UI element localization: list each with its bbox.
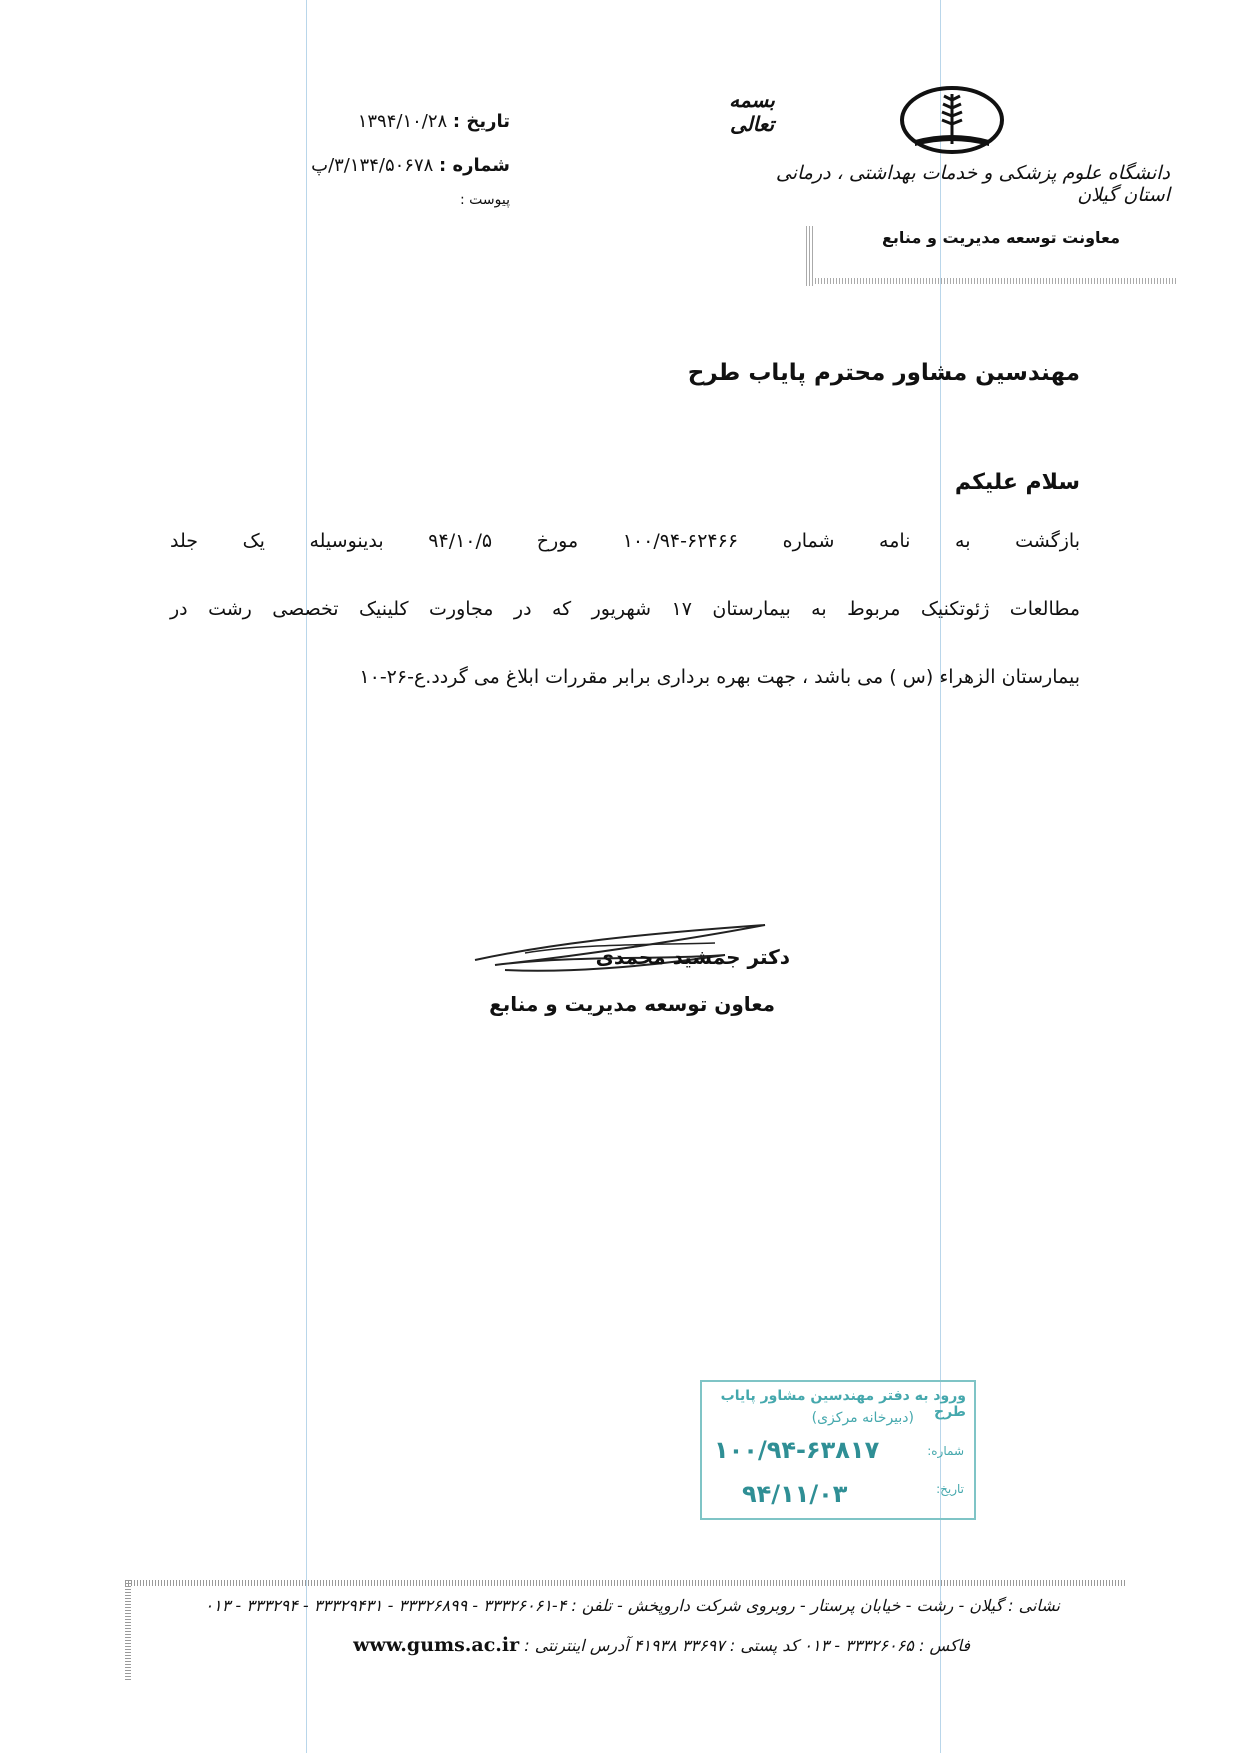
- stamp-date-value: ۹۴/۱۱/۰۳: [742, 1480, 848, 1508]
- body-line-3: بیمارستان الزهراء (س ) می باشد ، جهت بهره برداری برابر مقررات ابلاغ می گردد.ع-۲۶-۱۰: [359, 666, 1080, 688]
- signatory-title: معاون توسعه مدیریت و منابع: [489, 992, 775, 1016]
- greeting: سلام علیکم: [954, 470, 1080, 495]
- footer-fax: فاکس : ۳۳۳۲۶۰۶۵ - ۰۱۳ کد پستی : ۳۳۶۹۷ ۴۱۹۳۸ آدرس اینترنتی :: [524, 1636, 970, 1655]
- university-logo-icon: [895, 82, 1010, 162]
- body-line-2: مطالعات ژئوتکنیک مربوط به بیمارستان ۱۷ شهریور که در مجاورت کلینیک تخصصی رشت در: [170, 598, 1080, 620]
- stamp-number-label: شماره:: [927, 1444, 964, 1458]
- footer-contact: [290, 1634, 970, 1656]
- body-line-1: بازگشت به نامه شماره ۶۲۴۶۶-۱۰۰/۹۴ مورخ ۹۴/۱۰/۵ بدینوسیله یک جلد: [170, 530, 1080, 552]
- number-row: [270, 144, 510, 188]
- stamp-number-value: ۱۰۰/۹۴-۶۳۸۱۷: [714, 1436, 880, 1464]
- date-label: تاریخ :: [452, 111, 510, 132]
- reference-block: [270, 100, 510, 212]
- number-value: ۳/۱۳۴/۵۰۶۷۸/پ: [311, 155, 434, 176]
- footer-address: نشانی : گیلان - رشت - خیابان پرستار - روبروی شرکت داروپخش - تلفن : ۴-۳۳۳۲۶۰۶۱ - ۳۳۳۲۶۸۹۹ - ۳۳۳۲۹۴۳۱ - ۳۳۳۲۹۴ - ۰۱۳: [204, 1596, 1060, 1615]
- university-name: دانشگاه علوم پزشکی و خدمات بهداشتی ، درمانی استان گیلان: [775, 162, 1170, 206]
- stamp-line-2: (دبیرخانه مرکزی): [811, 1410, 914, 1426]
- number-label: شماره :: [439, 155, 510, 176]
- header-frame-vertical: [806, 226, 814, 286]
- scan-line-left: [306, 0, 307, 1753]
- addressee: مهندسین مشاور محترم پایاب طرح: [687, 360, 1080, 386]
- stamp-line-1: ورود به دفتر مهندسین مشاور پایاب طرح: [720, 1388, 966, 1420]
- header-frame-horizontal: [806, 278, 1178, 284]
- footer-frame-top: [125, 1580, 1125, 1586]
- bismillah: بسمه تعالی: [729, 88, 775, 136]
- attachment-label: پیوست :: [460, 192, 510, 208]
- receipt-stamp: [700, 1380, 976, 1520]
- footer-frame-left: [125, 1580, 131, 1680]
- date-value: ۱۳۹۴/۱۰/۲۸: [357, 111, 448, 132]
- footer-website-link[interactable]: www.gums.ac.ir: [353, 1634, 520, 1656]
- department-name: معاونت توسعه مدیریت و منابع: [881, 228, 1120, 247]
- date-row: [270, 100, 510, 144]
- signatory-name: دکتر جمشید محمدی: [595, 945, 790, 969]
- stamp-date-label: تاریخ:: [936, 1482, 964, 1496]
